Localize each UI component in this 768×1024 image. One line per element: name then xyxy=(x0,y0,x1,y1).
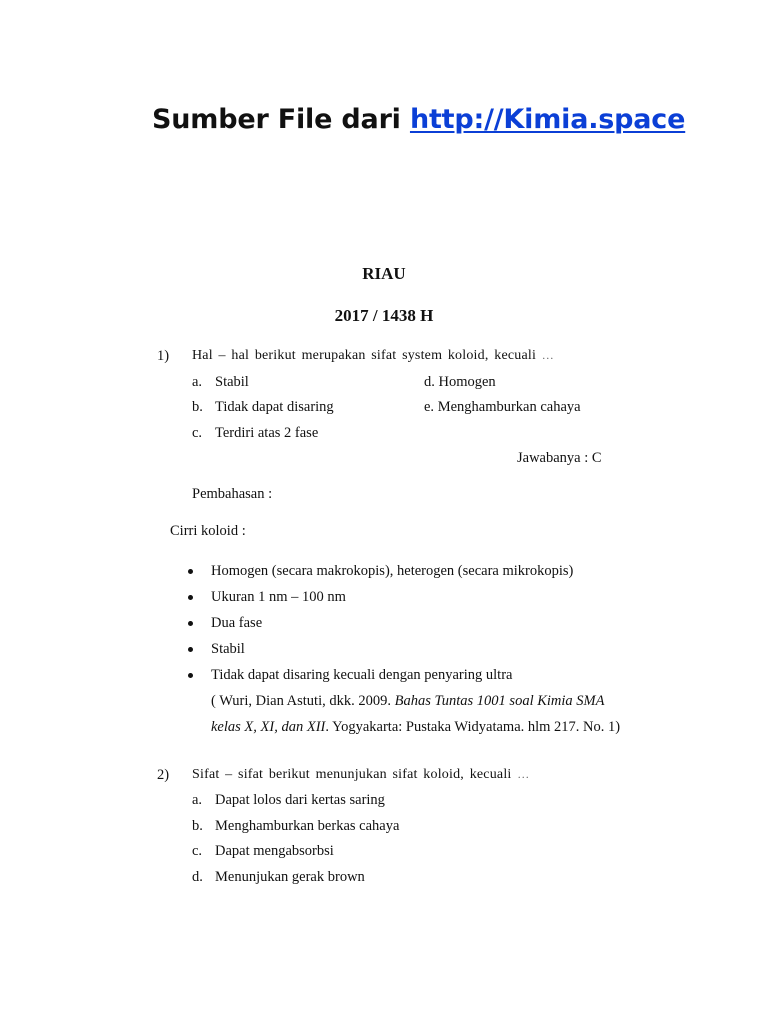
q1-option-d-letter: d. xyxy=(424,374,435,390)
q1-option-d-text: Homogen xyxy=(438,374,496,390)
q1-option-e-letter: e. xyxy=(424,399,435,415)
q2-option-text: Menunjukan gerak brown xyxy=(215,869,365,885)
trait-item: Stabil xyxy=(211,641,245,657)
q2-option-text: Dapat lolos dari kertas saring xyxy=(215,792,385,808)
q1-question-text: Hal – hal berikut merupakan sifat system koloid, kecuali xyxy=(192,348,537,363)
q2-option-letter: b. xyxy=(192,818,203,834)
reference-book-title-1: Bahas Tuntas 1001 soal Kimia SMA xyxy=(394,693,605,709)
q1-option-b-text: Tidak dapat disaring xyxy=(215,399,334,415)
q2-option-text: Dapat mengabsorbsi xyxy=(215,843,334,859)
reference-part2: . Yogyakarta: Pustaka Widyatama. hlm 217. No. 1) xyxy=(325,719,621,735)
reference-line-1 xyxy=(211,693,605,710)
reference-book-title-2: kelas X, XI, dan XII xyxy=(211,719,326,735)
reference-part1: ( Wuri, Dian Astuti, dkk. 2009. xyxy=(211,693,395,709)
q1-discussion-label: Pembahasan : xyxy=(192,486,273,502)
q2-question xyxy=(192,767,530,783)
q2-option-letter: a. xyxy=(192,792,203,808)
q1-number: 1) xyxy=(157,348,170,364)
q1-question xyxy=(192,348,555,364)
bullet-dot xyxy=(188,673,193,678)
trait-item: Tidak dapat disaring kecuali dengan penyaring ultra xyxy=(211,667,513,683)
q2-option-text: Menghamburkan berkas cahaya xyxy=(215,818,400,834)
doc-title: RIAU xyxy=(362,264,406,283)
bullet-dot xyxy=(188,595,193,600)
q1-option-a-text: Stabil xyxy=(215,374,249,390)
source-header-prefix: Sumber File dari xyxy=(152,104,410,135)
bullet-dot xyxy=(188,569,193,574)
q1-option-d xyxy=(424,374,496,391)
q1-option-b-letter: b. xyxy=(192,399,203,415)
q1-ellipsis: … xyxy=(541,348,555,362)
q2-question-text: Sifat – sifat berikut menunjukan sifat koloid, kecuali xyxy=(192,767,512,782)
trait-item: Homogen (secara makrokopis), heterogen (secara mikrokopis) xyxy=(211,563,574,579)
trait-item: Ukuran 1 nm – 100 nm xyxy=(211,589,346,605)
q1-option-e xyxy=(424,399,581,416)
bullet-dot xyxy=(188,647,193,652)
q1-answer: Jawabanya : C xyxy=(517,450,602,466)
source-link[interactable]: http://Kimia.space xyxy=(409,104,686,135)
q1-option-c-letter: c. xyxy=(192,425,203,441)
q2-option-letter: d. xyxy=(192,869,203,885)
q1-option-e-text: Menghamburkan cahaya xyxy=(437,399,581,415)
q2-ellipsis: … xyxy=(517,767,531,781)
q1-option-c-text: Terdiri atas 2 fase xyxy=(215,425,319,441)
trait-item: Dua fase xyxy=(211,615,263,631)
doc-subtitle: 2017 / 1438 H xyxy=(334,306,434,325)
q2-option-letter: c. xyxy=(192,843,203,859)
q2-number: 2) xyxy=(157,767,170,783)
source-header xyxy=(152,104,685,135)
q1-option-a-letter: a. xyxy=(192,374,203,390)
bullet-dot xyxy=(188,621,193,626)
q1-traits-label: Cirri koloid : xyxy=(170,523,246,539)
reference-line-2 xyxy=(211,719,620,736)
